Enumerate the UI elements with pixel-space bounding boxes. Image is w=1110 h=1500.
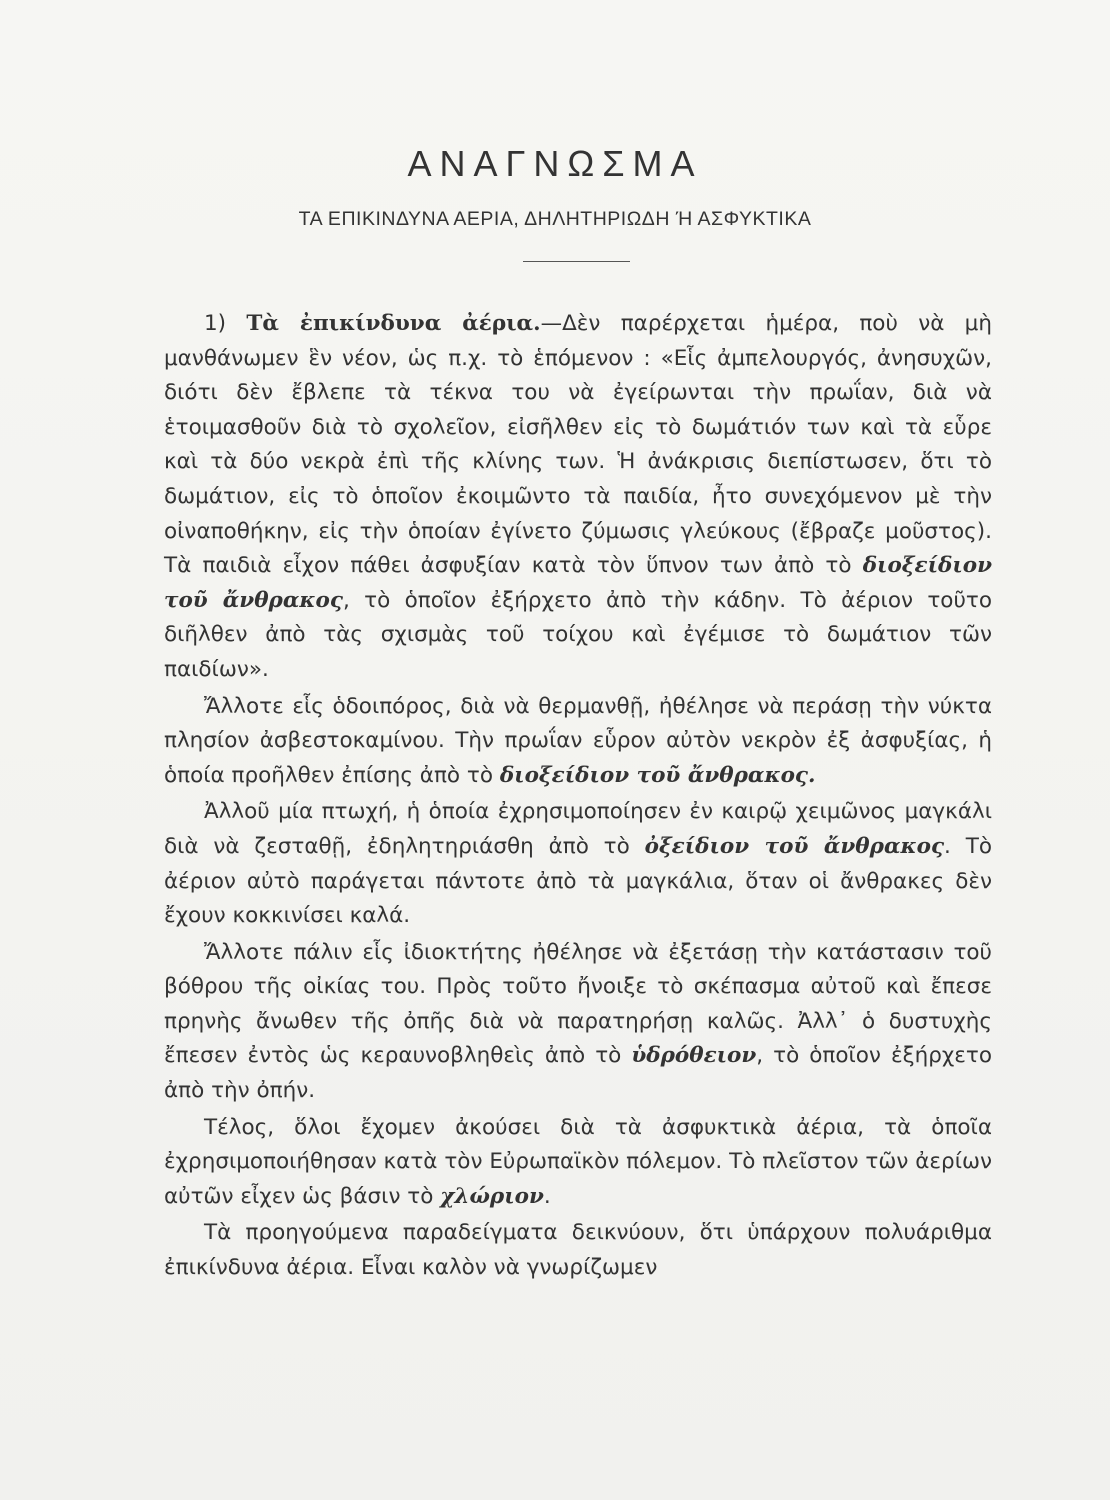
paragraph-text: . Τὸ ἀέριον αὐτὸ παράγεται πάντοτε ἀπὸ τὰ μαγκάλια, ὅταν οἱ ἄνθρακες δὲν ἔχουν κοκκινίσει καλά.	[164, 833, 992, 929]
paragraph-text: Ἄλλοτε εἷς ὁδοιπόρος, διὰ νὰ θερμανθῇ, ἠθέλησε νὰ περάσῃ τὴν νύκτα πλησίον ἀσβεστοκαμίνου. Τὴν πρωΐαν εὗρον αὐτὸν νεκρὸν ἐξ ἀσφυξίας, ἡ ὁποία προῆλθεν ἐπίσης ἀπὸ τὸ	[164, 693, 992, 788]
paragraph-5	[164, 1111, 992, 1215]
emphasis-term: ὑδρόθειον	[631, 1043, 757, 1069]
paragraph-3	[164, 795, 992, 933]
title-divider	[523, 261, 630, 262]
paragraph-number: 1)	[204, 311, 227, 336]
page-subtitle: ΤΑ ΕΠΙΚΙΝΔΥΝΑ ΑΕΡΙΑ, ΔΗΛΗΤΗΡΙΩΔΗ Ή ΑΣΦΥΚΤΙΚΑ	[298, 208, 812, 230]
paragraph-6	[164, 1216, 992, 1285]
paragraph-text: Τέλος, ὅλοι ἔχομεν ἀκούσει διὰ τὰ ἀσφυκτικὰ ἀέρια, τὰ ὁποῖα ἐχρησιμοποιήθησαν κατὰ τὸν Εὐρωπαϊκὸν πόλεμον. Τὸ πλεῖστον τῶν ἀερίων αὐτῶν εἶχεν ὡς βάσιν τὸ	[164, 1114, 992, 1209]
paragraph-1	[164, 307, 992, 688]
emphasis-term: διοξείδιον τοῦ ἄνθρακος	[164, 553, 993, 613]
paragraph-text: Ἄλλοτε πάλιν εἷς ἰδιοκτήτης ἠθέλησε νὰ ἐξετάσῃ τὴν κατάστασιν τοῦ βόθρου τῆς οἰκίας του. Πρὸς τοῦτο ἤνοιξε τὸ σκέπασμα αὐτοῦ καὶ ἔπεσε πρηνὴς ἄνωθεν τῆς ὀπῆς διὰ νὰ παρατηρήσῃ καλῶς. Ἀλλ᾽ ὁ δυστυχὴς ἔπεσεν ἐντὸς ὡς κεραυνοβληθεὶς ἀπὸ τὸ	[164, 939, 992, 1069]
paragraph-text: , τὸ ὁποῖον ἐξήρχετο ἀπὸ τὴν κάδην. Τὸ ἀέριον τοῦτο διῆλθεν ἀπὸ τὰς σχισμὰς τοῦ τοίχου καὶ ἐγέμισε τὸ δωμάτιον τῶν παιδίων».	[164, 587, 992, 682]
section-heading: Τὰ ἐπικίνδυνα ἀέρια.	[246, 311, 541, 336]
emphasis-term: διοξείδιον τοῦ ἄνθρακος.	[499, 762, 816, 788]
paragraph-text: Τὰ προηγούμενα παραδείγματα δεικνύουν, ὅτι ὑπάρχουν πολυάριθμα ἐπικίνδυνα ἀέρια. Εἶναι καλὸν νὰ γνωρίζωμεν	[164, 1220, 992, 1281]
body-text	[164, 307, 992, 1286]
emphasis-term: ὀξείδιον τοῦ ἄνθρακος	[644, 833, 945, 859]
paragraph-2	[164, 690, 992, 794]
paragraph-4	[164, 936, 992, 1109]
paragraph-text: , τὸ ὁποῖον ἐξήρχετο ἀπὸ τὴν ὀπήν.	[164, 1043, 992, 1104]
paragraph-text: Ἀλλοῦ μία πτωχή, ἡ ὁποία ἐχρησιμοποίησεν ἐν καιρῷ χειμῶνος μαγκάλι διὰ νὰ ζεσταθῇ, ἐδηλητηριάσθη ἀπὸ τὸ	[164, 799, 992, 859]
paragraph-text: —Δὲν παρέρχεται ἡμέρα, ποὺ νὰ μὴ μανθάνωμεν ἓν νέον, ὡς π.χ. τὸ ἑπόμενον : «Εἷς ἀμπελουργός, ἀνησυχῶν, διότι δὲν ἔβλεπε τὰ τέκνα του νὰ ἐγείρωνται τὴν πρωΐαν, διὰ νὰ ἑτοιμασθοῦν διὰ τὸ σχολεῖον, εἰσῆλθεν εἰς τὸ δωμάτιόν των καὶ τὰ εὗρε καὶ τὰ δύο νεκρὰ ἐπὶ τῆς κλίνης των. Ἡ ἀνάκρισις διεπίστωσεν, ὅτι τὸ δωμάτιον, εἰς τὸ ὁποῖον ἐκοιμῶντο τὰ παιδία, ἦτο συνεχόμενον μὲ τὴν οἰναποθήκην, εἰς τὴν ὁποίαν ἐγίνετο ζύμωσις γλεύκους (ἔβραζε μοῦστος). Τὰ παιδιὰ εἶχον πάθει ἀσφυξίαν κατὰ τὸν ὕπνον των ἀπὸ τὸ	[164, 311, 992, 579]
paragraph-text: .	[543, 1183, 551, 1209]
emphasis-term: χλώριον	[440, 1183, 544, 1209]
page-title: ΑΝΑΓΝΩΣΜΑ	[407, 143, 703, 184]
